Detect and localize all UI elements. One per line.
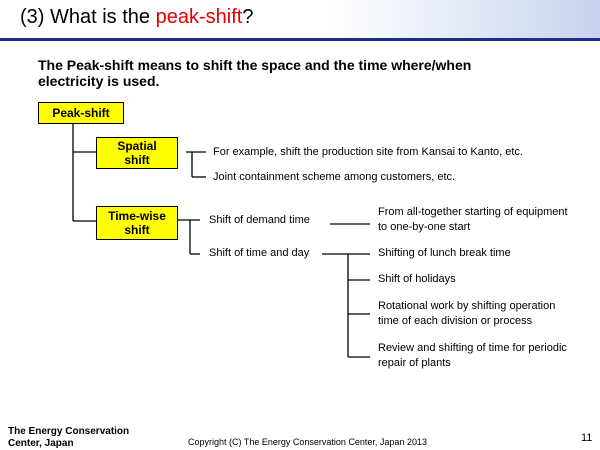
spatial-item-1: For example, shift the production site from Kansai to Kanto, etc. [213,146,523,158]
spatial-item-2: Joint containment scheme among customers, etc. [213,171,456,183]
timeday-item-2 [378,272,456,287]
title-prefix: (3) What is the [20,6,156,28]
spatial-shift-label-line2: shift [124,153,150,167]
timeday-item-4-line2: repair of plants [378,357,451,369]
timeday-label: Shift of time and day [209,247,310,259]
timewise-shift-label-line1: Time-wise [108,209,166,223]
spatial-shift-label-line1: Spatial [117,139,157,153]
footer-copyright: Copyright (C) The Energy Conservation Center, Japan 2013 [188,437,427,447]
timewise-shift-box [96,206,178,240]
timeday-item-3-line2: time of each division or process [378,315,533,327]
timeday-item-4-line1: Review and shifting of time for periodic [378,342,567,354]
peak-shift-box [38,102,124,124]
title-suffix: ? [242,6,254,28]
intro-text: The Peak-shift means to shift the space and the time where/when electricity is used. [38,57,472,89]
timewise-shift-label-line2: shift [124,223,150,237]
peak-shift-label: Peak-shift [52,106,110,120]
demand-detail [378,205,568,235]
timeday-item-2-line1: Shift of holidays [378,273,456,285]
timeday-item-1 [378,246,511,261]
timeday-item-4 [378,341,567,371]
spatial-shift-box [96,137,178,169]
demand-time-label: Shift of demand time [209,214,310,226]
title-highlight: peak-shift [155,6,243,28]
timeday-item-3-line1: Rotational work by shifting operation [378,300,556,312]
demand-detail-line2: to one-by-one start [378,221,471,233]
timeday-item-3 [378,299,555,329]
footer-organization [8,426,129,450]
footer-org-line1: The Energy Conservation [8,426,130,437]
demand-detail-line1: From all-together starting of equipment [378,206,568,218]
timeday-item-1-line1: Shifting of lunch break time [378,247,511,259]
footer-org-line2: Center, Japan [8,438,74,449]
page-number: 11 [581,432,593,444]
